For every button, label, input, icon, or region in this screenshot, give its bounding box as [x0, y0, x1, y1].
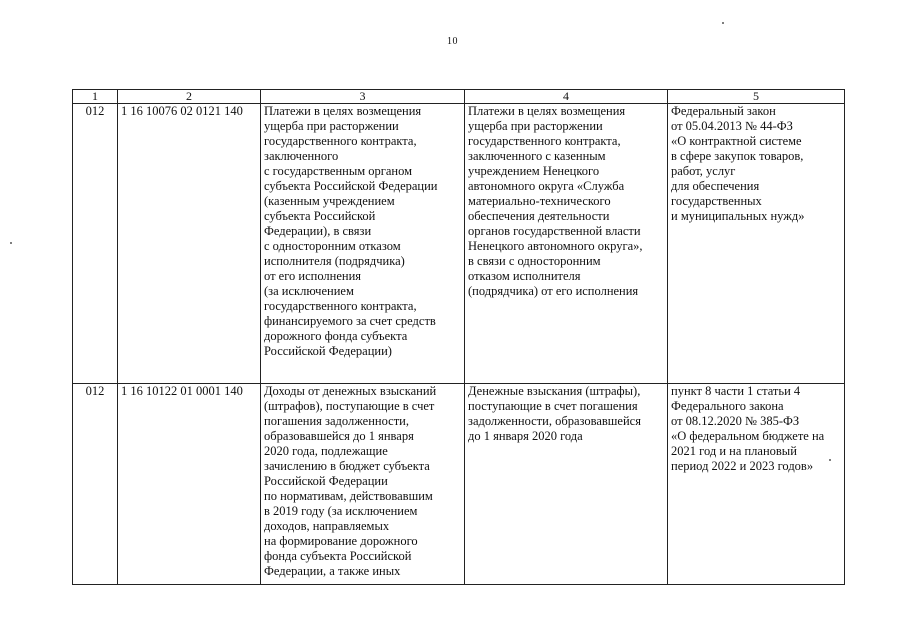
- text-line: Федерации), в связи: [264, 224, 372, 238]
- text-line: 2021 год и на плановый: [671, 444, 797, 458]
- text-line: субъекта Российской: [264, 209, 376, 223]
- chapter-code-cell: 012: [73, 104, 118, 384]
- text-line: исполнителя (подрядчика): [264, 254, 405, 268]
- text-line: учреждением Ненецкого: [468, 164, 600, 178]
- text-line: заключенного: [264, 149, 339, 163]
- text-line: ущерба при расторжении: [468, 119, 603, 133]
- text-line: материально-технического: [468, 194, 611, 208]
- text-line: субъекта Российской Федерации: [264, 179, 438, 193]
- text-line: Денежные взыскания (штрафы),: [468, 384, 641, 398]
- chapter-code-cell: 012: [73, 384, 118, 585]
- text-line: органов государственной власти: [468, 224, 641, 238]
- budget-classification-code-cell: 1 16 10076 02 0121 140: [118, 104, 261, 384]
- text-line: финансируемого за счет средств: [264, 314, 436, 328]
- text-line: по нормативам, действовавшим: [264, 489, 433, 503]
- text-line: в сфере закупок товаров,: [671, 149, 804, 163]
- text-line: государственных: [671, 194, 762, 208]
- text-line: Доходы от денежных взысканий: [264, 384, 437, 398]
- text-line: дорожного фонда субъекта: [264, 329, 408, 343]
- text-line: заключенного с казенным: [468, 149, 606, 163]
- codes-table: [72, 89, 845, 585]
- income-name-cell: [261, 104, 465, 384]
- text-line: (за исключением: [264, 284, 354, 298]
- income-name-cell: [261, 384, 465, 585]
- header-cell-1: 1: [73, 90, 118, 104]
- text-line: в 2019 году (за исключением: [264, 504, 418, 518]
- text-line: от 08.12.2020 № 385-ФЗ: [671, 414, 800, 428]
- text-line: с государственным органом: [264, 164, 413, 178]
- text-line: «О контрактной системе: [671, 134, 802, 148]
- text-line: погашения задолженности,: [264, 414, 409, 428]
- header-cell-5: 5: [668, 90, 845, 104]
- text-line: Российской Федерации: [264, 474, 388, 488]
- text-line: 2020 года, подлежащие: [264, 444, 388, 458]
- text-line: Ненецкого автономного округа»,: [468, 239, 643, 253]
- text-line: (казенным учреждением: [264, 194, 395, 208]
- text-line: с односторонним отказом: [264, 239, 401, 253]
- text-line: Платежи в целях возмещения: [468, 104, 626, 118]
- text-line: государственного контракта,: [264, 134, 417, 148]
- text-line: государственного контракта,: [264, 299, 417, 313]
- text-line: автономного округа «Служба: [468, 179, 625, 193]
- text-line: Платежи в целях возмещения: [264, 104, 422, 118]
- text-line: Федерального закона: [671, 399, 784, 413]
- text-line: пункт 8 части 1 статьи 4: [671, 384, 801, 398]
- page-number: 10: [447, 36, 458, 47]
- header-cell-4: 4: [465, 90, 668, 104]
- table-row: [73, 384, 845, 585]
- table-row: [73, 104, 845, 384]
- description-cell: [465, 384, 668, 585]
- description-cell: [465, 104, 668, 384]
- text-line: отказом исполнителя: [468, 269, 581, 283]
- budget-classification-code-cell: 1 16 10122 01 0001 140: [118, 384, 261, 585]
- text-line: фонда субъекта Российской: [264, 549, 412, 563]
- text-line: до 1 января 2020 года: [468, 429, 583, 443]
- scan-speck: [722, 22, 724, 24]
- scan-speck: [829, 459, 831, 461]
- text-line: ущерба при расторжении: [264, 119, 399, 133]
- scan-speck: [10, 242, 12, 244]
- text-line: от его исполнения: [264, 269, 362, 283]
- text-line: период 2022 и 2023 годов»: [671, 459, 814, 473]
- text-line: поступающие в счет погашения: [468, 399, 638, 413]
- legal-basis-cell: [668, 384, 845, 585]
- text-line: Федерации, а также иных: [264, 564, 401, 578]
- text-line: зачислению в бюджет субъекта: [264, 459, 430, 473]
- text-line: государственного контракта,: [468, 134, 621, 148]
- text-line: Федеральный закон: [671, 104, 776, 118]
- text-line: доходов, направляемых: [264, 519, 390, 533]
- text-line: на формирование дорожного: [264, 534, 418, 548]
- text-line: задолженности, образовавшейся: [468, 414, 641, 428]
- header-row: [73, 90, 845, 104]
- text-line: и муниципальных нужд»: [671, 209, 805, 223]
- text-line: «О федеральном бюджете на: [671, 429, 825, 443]
- text-line: (штрафов), поступающие в счет: [264, 399, 435, 413]
- text-line: Российской Федерации): [264, 344, 392, 358]
- text-line: (подрядчика) от его исполнения: [468, 284, 639, 298]
- text-line: работ, услуг: [671, 164, 736, 178]
- header-cell-2: 2: [118, 90, 261, 104]
- text-line: от 05.04.2013 № 44-ФЗ: [671, 119, 793, 133]
- legal-basis-cell: [668, 104, 845, 384]
- text-line: в связи с односторонним: [468, 254, 601, 268]
- text-line: образовавшейся до 1 января: [264, 429, 414, 443]
- text-line: для обеспечения: [671, 179, 760, 193]
- text-line: обеспечения деятельности: [468, 209, 610, 223]
- header-cell-3: 3: [261, 90, 465, 104]
